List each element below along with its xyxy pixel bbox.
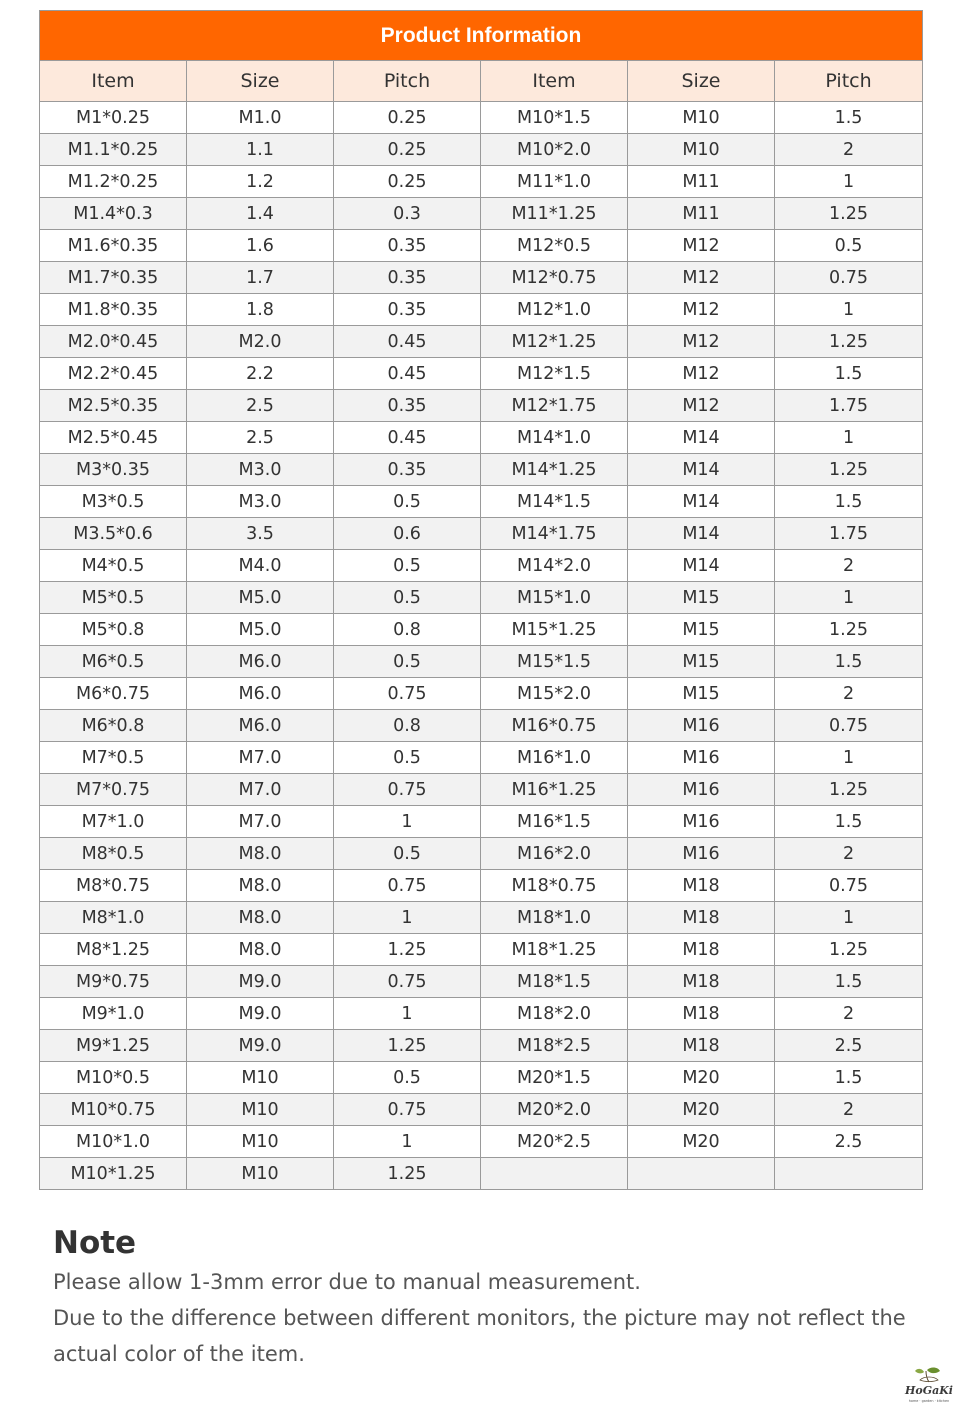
table-cell: M10*0.75 [40,1094,187,1126]
table-row [40,646,923,678]
table-cell: M6*0.8 [40,710,187,742]
table-cell: 0.35 [334,390,481,422]
table-cell: 1.25 [775,454,923,486]
table-cell: 1.25 [334,934,481,966]
table-cell: M8.0 [187,934,334,966]
table-row [40,390,923,422]
table-cell: M14*1.5 [481,486,628,518]
table-cell: 1.25 [334,1158,481,1190]
logo-text: HoGaKi [905,1384,953,1397]
table-cell: M11*1.0 [481,166,628,198]
table-cell: 1 [775,422,923,454]
table-row [40,454,923,486]
table-cell: 0.8 [334,710,481,742]
table-cell: M1.0 [187,102,334,134]
table-cell: M15*2.0 [481,678,628,710]
table-row [40,998,923,1030]
table-cell: M3.5*0.6 [40,518,187,550]
table-cell: M3*0.35 [40,454,187,486]
leaf-icon [915,1367,940,1382]
column-header-pitch: Pitch [775,61,923,102]
table-row [40,230,923,262]
table-cell: 1.7 [187,262,334,294]
table-cell: M16 [628,710,775,742]
table-row [40,262,923,294]
table-cell: 0.75 [775,870,923,902]
table-row [40,678,923,710]
table-cell: 0.5 [775,230,923,262]
table-cell: 2.5 [775,1126,923,1158]
column-header-item: Item [40,61,187,102]
column-header-pitch: Pitch [334,61,481,102]
table-cell: M15 [628,582,775,614]
table-cell: M8.0 [187,870,334,902]
table-cell: M15*1.0 [481,582,628,614]
table-cell: 2.2 [187,358,334,390]
table-cell: 1 [775,166,923,198]
table-cell: M16*0.75 [481,710,628,742]
table-cell: 1.5 [775,806,923,838]
table-cell: M14*2.0 [481,550,628,582]
table-cell: 0.35 [334,262,481,294]
table-cell: M9*1.25 [40,1030,187,1062]
table-cell: M16 [628,806,775,838]
table-cell: M15 [628,646,775,678]
table-cell: M10 [187,1126,334,1158]
table-cell: M12*1.0 [481,294,628,326]
table-cell: M2.0*0.45 [40,326,187,358]
table-cell: 2 [775,134,923,166]
table-cell: 2 [775,678,923,710]
table-row [40,326,923,358]
table-row [40,294,923,326]
table-row [40,1126,923,1158]
table-cell: 1.25 [334,1030,481,1062]
table-cell: 2 [775,550,923,582]
table-cell: M14*1.0 [481,422,628,454]
table-cell: 0.45 [334,358,481,390]
table-cell: M11*1.25 [481,198,628,230]
table-cell: M5.0 [187,614,334,646]
table-cell: M12 [628,326,775,358]
table-cell: M7*0.75 [40,774,187,806]
table-cell: M18*2.0 [481,998,628,1030]
table-cell: M8*1.25 [40,934,187,966]
table-row [40,550,923,582]
table-cell: 1 [334,1126,481,1158]
column-header-row [40,61,923,102]
table-cell: M10 [187,1062,334,1094]
table-cell: 0.45 [334,422,481,454]
table-cell: M10 [628,102,775,134]
table-cell: M10*1.25 [40,1158,187,1190]
table-cell: 1 [775,294,923,326]
table-cell: M12 [628,230,775,262]
table-cell: M15 [628,614,775,646]
table-row [40,102,923,134]
table-cell: 3.5 [187,518,334,550]
table-row [40,486,923,518]
table-cell: M7*0.5 [40,742,187,774]
table-cell: 1 [775,902,923,934]
table-row [40,1094,923,1126]
table-cell: M6.0 [187,646,334,678]
table-row [40,710,923,742]
table-cell: 1.25 [775,614,923,646]
table-cell: M10*1.0 [40,1126,187,1158]
table-cell: M1.7*0.35 [40,262,187,294]
table-cell: M6*0.75 [40,678,187,710]
table-cell: M11 [628,166,775,198]
table-cell: M16*1.0 [481,742,628,774]
table-cell: M18 [628,934,775,966]
table-cell [628,1158,775,1190]
table-cell: M18 [628,870,775,902]
table-cell: M18 [628,966,775,998]
table-cell: 0.5 [334,646,481,678]
table-cell: M1.6*0.35 [40,230,187,262]
table-cell: 1.5 [775,966,923,998]
table-cell: M12*1.5 [481,358,628,390]
table-cell: 0.5 [334,1062,481,1094]
table-cell: 0.25 [334,102,481,134]
table-cell: M16 [628,774,775,806]
table-row [40,742,923,774]
product-information-table [39,10,923,1190]
table-cell [775,1158,923,1190]
table-cell: M8*0.5 [40,838,187,870]
table-cell: M3.0 [187,486,334,518]
table-title: Product Information [40,11,923,61]
table-cell: M20 [628,1062,775,1094]
table-cell: 1.8 [187,294,334,326]
table-cell: M14*1.75 [481,518,628,550]
table-cell: M12 [628,262,775,294]
table-cell: M20*2.5 [481,1126,628,1158]
table-row [40,1158,923,1190]
table-cell: 1 [334,998,481,1030]
table-cell: 0.5 [334,550,481,582]
table-cell: M7.0 [187,742,334,774]
column-header-size: Size [187,61,334,102]
table-cell: 1.1 [187,134,334,166]
table-cell: M14 [628,422,775,454]
table-cell: M6.0 [187,710,334,742]
table-cell: 2.5 [187,390,334,422]
table-cell: M9.0 [187,966,334,998]
table-row [40,934,923,966]
table-cell: 0.75 [334,966,481,998]
table-cell: 1.25 [775,774,923,806]
table-cell: 0.3 [334,198,481,230]
table-row [40,422,923,454]
table-cell: M8.0 [187,902,334,934]
table-cell: M18*2.5 [481,1030,628,1062]
table-cell: 1.75 [775,518,923,550]
table-cell: M20 [628,1094,775,1126]
table-cell: M8*1.0 [40,902,187,934]
table-row [40,1062,923,1094]
table-cell: M6*0.5 [40,646,187,678]
table-cell: M20*1.5 [481,1062,628,1094]
table-cell: 1.5 [775,646,923,678]
table-cell: M16*1.25 [481,774,628,806]
table-cell: 2 [775,838,923,870]
table-row [40,774,923,806]
table-cell: 1.75 [775,390,923,422]
column-header-item: Item [481,61,628,102]
table-cell: 1.2 [187,166,334,198]
table-cell: 0.75 [334,1094,481,1126]
hogaki-logo [900,1366,958,1406]
table-cell: M4*0.5 [40,550,187,582]
table-cell: M4.0 [187,550,334,582]
table-cell: M15 [628,678,775,710]
table-body [40,102,923,1190]
table-cell: 1.25 [775,198,923,230]
table-cell: 0.75 [334,774,481,806]
table-cell: M14 [628,454,775,486]
table-cell: 1 [775,742,923,774]
table-cell: 0.35 [334,230,481,262]
note-line-1: Please allow 1-3mm error due to manual measurement. [53,1270,641,1294]
table-cell: M12*1.75 [481,390,628,422]
table-cell: M18 [628,902,775,934]
table-cell: M9*0.75 [40,966,187,998]
table-cell: 2 [775,998,923,1030]
table-cell: M20*2.0 [481,1094,628,1126]
table-cell: M14*1.25 [481,454,628,486]
table-cell: M16 [628,838,775,870]
table-row [40,966,923,998]
table-cell: 2.5 [775,1030,923,1062]
table-cell: M3.0 [187,454,334,486]
table-cell: M1.2*0.25 [40,166,187,198]
table-cell: M5.0 [187,582,334,614]
table-cell: M3*0.5 [40,486,187,518]
table-cell: M1.1*0.25 [40,134,187,166]
logo-tagline: home · garden · kitchen [908,1399,950,1403]
table-cell: M9.0 [187,1030,334,1062]
table-cell: M5*0.8 [40,614,187,646]
table-cell: M9*1.0 [40,998,187,1030]
table-cell: M10*0.5 [40,1062,187,1094]
table-cell: 1.25 [775,326,923,358]
table-cell: M12 [628,390,775,422]
table-cell: M7*1.0 [40,806,187,838]
table-row [40,582,923,614]
table-cell: M16*2.0 [481,838,628,870]
table-cell: 1.5 [775,102,923,134]
table-cell: M7.0 [187,806,334,838]
table-cell: M18 [628,1030,775,1062]
table-cell: M1.8*0.35 [40,294,187,326]
table-cell: M20 [628,1126,775,1158]
table-cell: 1.5 [775,1062,923,1094]
table-row [40,1030,923,1062]
table-cell: 1 [775,582,923,614]
table-cell: M18*1.0 [481,902,628,934]
note-line-3: actual color of the item. [53,1342,305,1366]
table-cell: 0.5 [334,742,481,774]
table-row [40,518,923,550]
table-cell: 0.75 [775,262,923,294]
column-header-size: Size [628,61,775,102]
table-cell: M15*1.5 [481,646,628,678]
table-cell: 0.25 [334,134,481,166]
table-cell: M9.0 [187,998,334,1030]
table-row [40,902,923,934]
table-cell: M16 [628,742,775,774]
table-cell: M14 [628,518,775,550]
table-cell: 1.5 [775,358,923,390]
table-cell: 1.6 [187,230,334,262]
table-cell: 1.5 [775,486,923,518]
table-cell [481,1158,628,1190]
table-cell: M10 [628,134,775,166]
table-cell: M6.0 [187,678,334,710]
table-cell: M2.5*0.45 [40,422,187,454]
table-cell: 1 [334,806,481,838]
table-cell: 0.75 [775,710,923,742]
table-cell: M12 [628,294,775,326]
note-line-2: Due to the difference between different monitors, the picture may not reflect the [53,1306,906,1330]
table-cell: 2 [775,1094,923,1126]
table-cell: M1*0.25 [40,102,187,134]
table-cell: M12*1.25 [481,326,628,358]
table-row [40,166,923,198]
table-row [40,358,923,390]
table-row [40,134,923,166]
table-cell: M7.0 [187,774,334,806]
table-cell: M10*1.5 [481,102,628,134]
table-cell: 0.5 [334,838,481,870]
table-cell: M10 [187,1094,334,1126]
table-cell: M18*1.25 [481,934,628,966]
table-cell: 1.4 [187,198,334,230]
table-cell: M10 [187,1158,334,1190]
table-cell: M11 [628,198,775,230]
table-cell: 0.75 [334,678,481,710]
table-cell: M1.4*0.3 [40,198,187,230]
table-row [40,870,923,902]
table-cell: M5*0.5 [40,582,187,614]
table-cell: M14 [628,550,775,582]
table-cell: 0.25 [334,166,481,198]
note-section [53,1222,933,1372]
table-cell: M8*0.75 [40,870,187,902]
table-cell: M16*1.5 [481,806,628,838]
table-cell: M18*1.5 [481,966,628,998]
note-title: Note [53,1225,137,1261]
table-cell: 0.35 [334,294,481,326]
table-cell: 0.45 [334,326,481,358]
table-cell: M12 [628,358,775,390]
table-cell: M8.0 [187,838,334,870]
table-cell: 0.35 [334,454,481,486]
table-row [40,806,923,838]
table-cell: M18 [628,998,775,1030]
table-cell: M2.5*0.35 [40,390,187,422]
table-row [40,614,923,646]
table-cell: 0.8 [334,614,481,646]
table-cell: 0.5 [334,486,481,518]
table-cell: M10*2.0 [481,134,628,166]
table-cell: M12*0.75 [481,262,628,294]
table-cell: M14 [628,486,775,518]
table-cell: M2.2*0.45 [40,358,187,390]
table-cell: M18*0.75 [481,870,628,902]
table-cell: 0.75 [334,870,481,902]
table-cell: 0.6 [334,518,481,550]
table-cell: 1.25 [775,934,923,966]
table-row [40,838,923,870]
table-cell: 0.5 [334,582,481,614]
table-cell: M12*0.5 [481,230,628,262]
table-cell: 2.5 [187,422,334,454]
table-cell: 1 [334,902,481,934]
table-cell: M15*1.25 [481,614,628,646]
table-cell: M2.0 [187,326,334,358]
table-row [40,198,923,230]
